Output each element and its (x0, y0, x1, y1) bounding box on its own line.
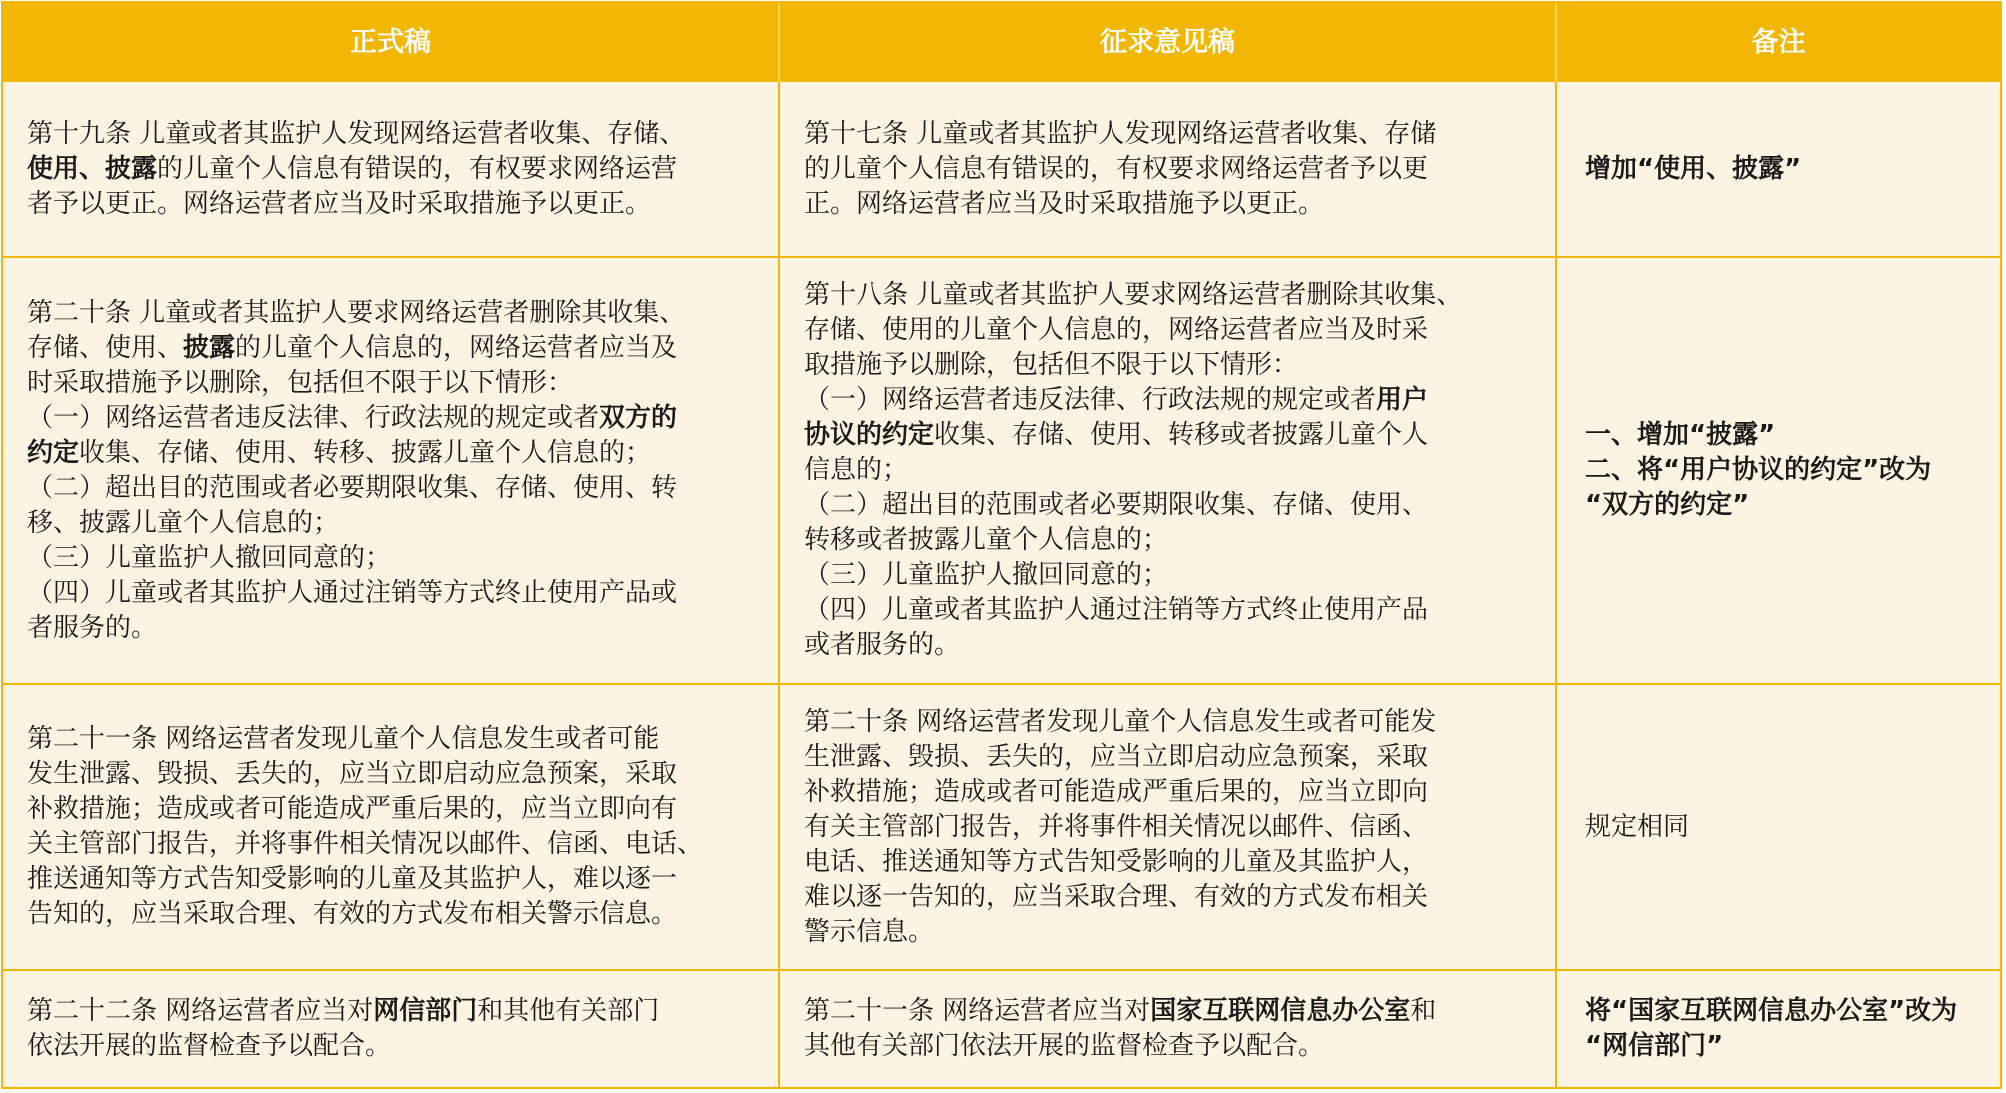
row-2-formal-text: 第二十条 儿童或者其监护人要求网络运营者删除其收集、 存储、使用、披露的儿童个人信息的，网络运营者应当及 时采取措施予以删除，包括但不限于以下情形： （一）网络运营者违反法律、行政法规的规定或者双方的 约定收集、存储、使用、转移、披露儿童个人信息的； （二）超出目的范围或者必要期限收集、存储、使用、转 移、披露儿童个人信息的； （三）儿童监护人撤回同意的； （四）儿童或者其监护人通过注销等方式终止使用产品或 者服务的。 (27, 297, 686, 643)
row-1-remarks-text: 增加“使用、披露” (1585, 153, 1802, 184)
header-formal: 正式稿 (3, 3, 780, 82)
row-2-remarks (1557, 258, 2000, 685)
row-4-draft (780, 971, 1557, 1087)
row-2-draft-text: 第十八条 儿童或者其监护人要求网络运营者删除其收集、 存储、使用的儿童个人信息的，网络运营者应当及时采 取措施予以删除，包括但不限于以下情形： （一）网络运营者违反法律、行政法规的规定或者用户 协议的约定收集、存储、使用、转移或者披露儿童个人 信息的； （二）超出目的范围或者必要期限收集、存储、使用、 转移或者披露儿童个人信息的； （三）儿童监护人撤回同意的； （四）儿童或者其监护人通过注销等方式终止使用产品 或者服务的。 (804, 280, 1463, 660)
row-2-draft (780, 258, 1557, 685)
row-3-formal-text: 第二十一条 网络运营者发现儿童个人信息发生或者可能 发生泄露、毁损、丢失的，应当立即启动应急预案，采取 补救措施；造成或者可能造成严重后果的，应当立即向有 关主管部门报告，并将事件相关情况以邮件、信函、电话、 推送通知等方式告知受影响的儿童及其监护人，难以逐一 告知的，应当采取合理、有效的方式发布相关警示信息。 (27, 724, 704, 929)
header-draft: 征求意见稿 (780, 3, 1557, 82)
row-3-draft (780, 685, 1557, 971)
row-3-remarks-text: 规定相同 (1585, 811, 1690, 842)
row-1-formal-text: 第十九条 儿童或者其监护人发现网络运营者收集、存储、 使用、披露的儿童个人信息有错误的，有权要求网络运营 者予以更正。网络运营者应当及时采取措施予以更正。 (27, 118, 686, 219)
row-3-remarks (1557, 685, 2000, 971)
row-1-formal (3, 82, 780, 258)
header-remarks: 备注 (1557, 3, 2000, 82)
comparison-table (1, 1, 2002, 1089)
row-3-formal (3, 685, 780, 971)
row-1-draft (780, 82, 1557, 258)
row-4-remarks-text: 将“国家互联网信息办公室”改为 “网信部门” (1585, 996, 1958, 1061)
row-4-formal-text: 第二十二条 网络运营者应当对网信部门和其他有关部门 依法开展的监督检查予以配合。 (27, 996, 660, 1061)
row-4-draft-text: 第二十一条 网络运营者应当对国家互联网信息办公室和 其他有关部门依法开展的监督检查予以配合。 (804, 996, 1437, 1061)
row-4-formal (3, 971, 780, 1087)
row-2-formal (3, 258, 780, 685)
row-4-remarks (1557, 971, 2000, 1087)
row-2-remarks-text: 一、增加“披露” 二、将“用户协议的约定”改为 “双方的约定” (1585, 420, 1932, 520)
row-1-remarks (1557, 82, 2000, 258)
row-1-draft-text: 第十七条 儿童或者其监护人发现网络运营者收集、存储 的儿童个人信息有错误的，有权要求网络运营者予以更 正。网络运营者应当及时采取措施予以更正。 (804, 118, 1437, 219)
row-3-draft-text: 第二十条 网络运营者发现儿童个人信息发生或者可能发 生泄露、毁损、丢失的，应当立即启动应急预案，采取 补救措施；造成或者可能造成严重后果的，应当立即向 有关主管部门报告，并将事件相关情况以邮件、信函、 电话、推送通知等方式告知受影响的儿童及其监护人， 难以逐一告知的，应当采取合理、有效的方式发布相关 警示信息。 (804, 706, 1437, 947)
